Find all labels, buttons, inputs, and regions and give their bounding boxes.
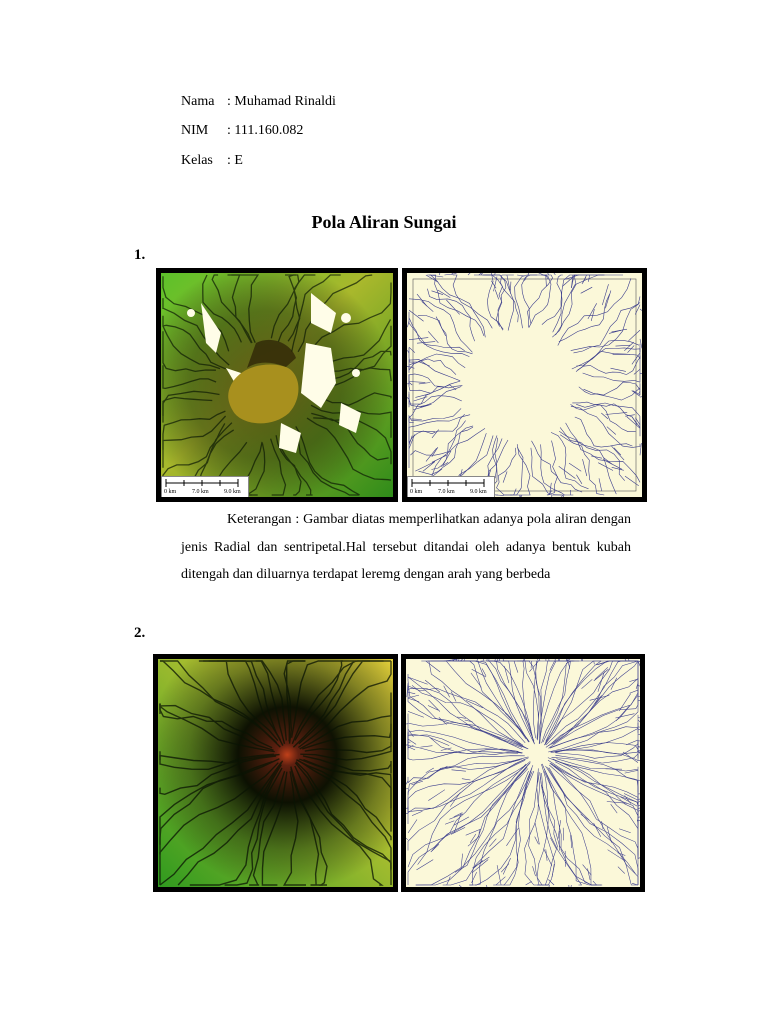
scale-bar-ruler — [162, 477, 248, 489]
section-number: 2. — [134, 625, 146, 641]
dem-image-2 — [153, 654, 398, 892]
caption-text: Keterangan : Gambar diatas memperlihatkan adanya pola aliran dengan jenis Radial dan sentripetal.Hal tersebut ditandai oleh adanya bentuk kubah ditengah dan diluarnya terdapat leremg dengan arah yang berbeda — [181, 512, 631, 582]
dem-terrain-1 — [161, 273, 393, 497]
info-label: Kelas — [181, 153, 213, 168]
drainage-map-2 — [401, 654, 645, 892]
info-value: : Muhamad Rinaldi — [227, 94, 336, 109]
dem-terrain-2 — [158, 659, 393, 887]
section-number: 1. — [134, 247, 146, 263]
drainage-map-1 — [402, 268, 647, 502]
info-row-kelas — [181, 153, 243, 169]
info-label: Nama — [181, 94, 215, 109]
drainage-lines-2 — [406, 659, 640, 887]
info-value: : 111.160.082 — [227, 123, 304, 138]
info-row-nama — [181, 94, 336, 110]
caption-paragraph — [181, 506, 631, 589]
scale-label: 9.0 km — [224, 489, 241, 495]
info-value: : E — [227, 153, 243, 168]
scale-bar — [161, 476, 249, 499]
page-title: Pola Aliran Sungai — [311, 212, 457, 232]
scale-bar-ruler — [408, 477, 494, 489]
scale-label: 0 km — [410, 489, 423, 495]
drainage-lines-1 — [407, 273, 642, 497]
scale-label: 7.0 km — [438, 489, 455, 495]
scale-label: 0 km — [164, 489, 177, 495]
dem-image-1 — [156, 268, 398, 502]
scale-label: 9.0 km — [470, 489, 487, 495]
scale-bar — [407, 476, 495, 499]
info-row-nim — [181, 123, 303, 139]
info-label: NIM — [181, 123, 209, 138]
scale-label: 7.0 km — [192, 489, 209, 495]
